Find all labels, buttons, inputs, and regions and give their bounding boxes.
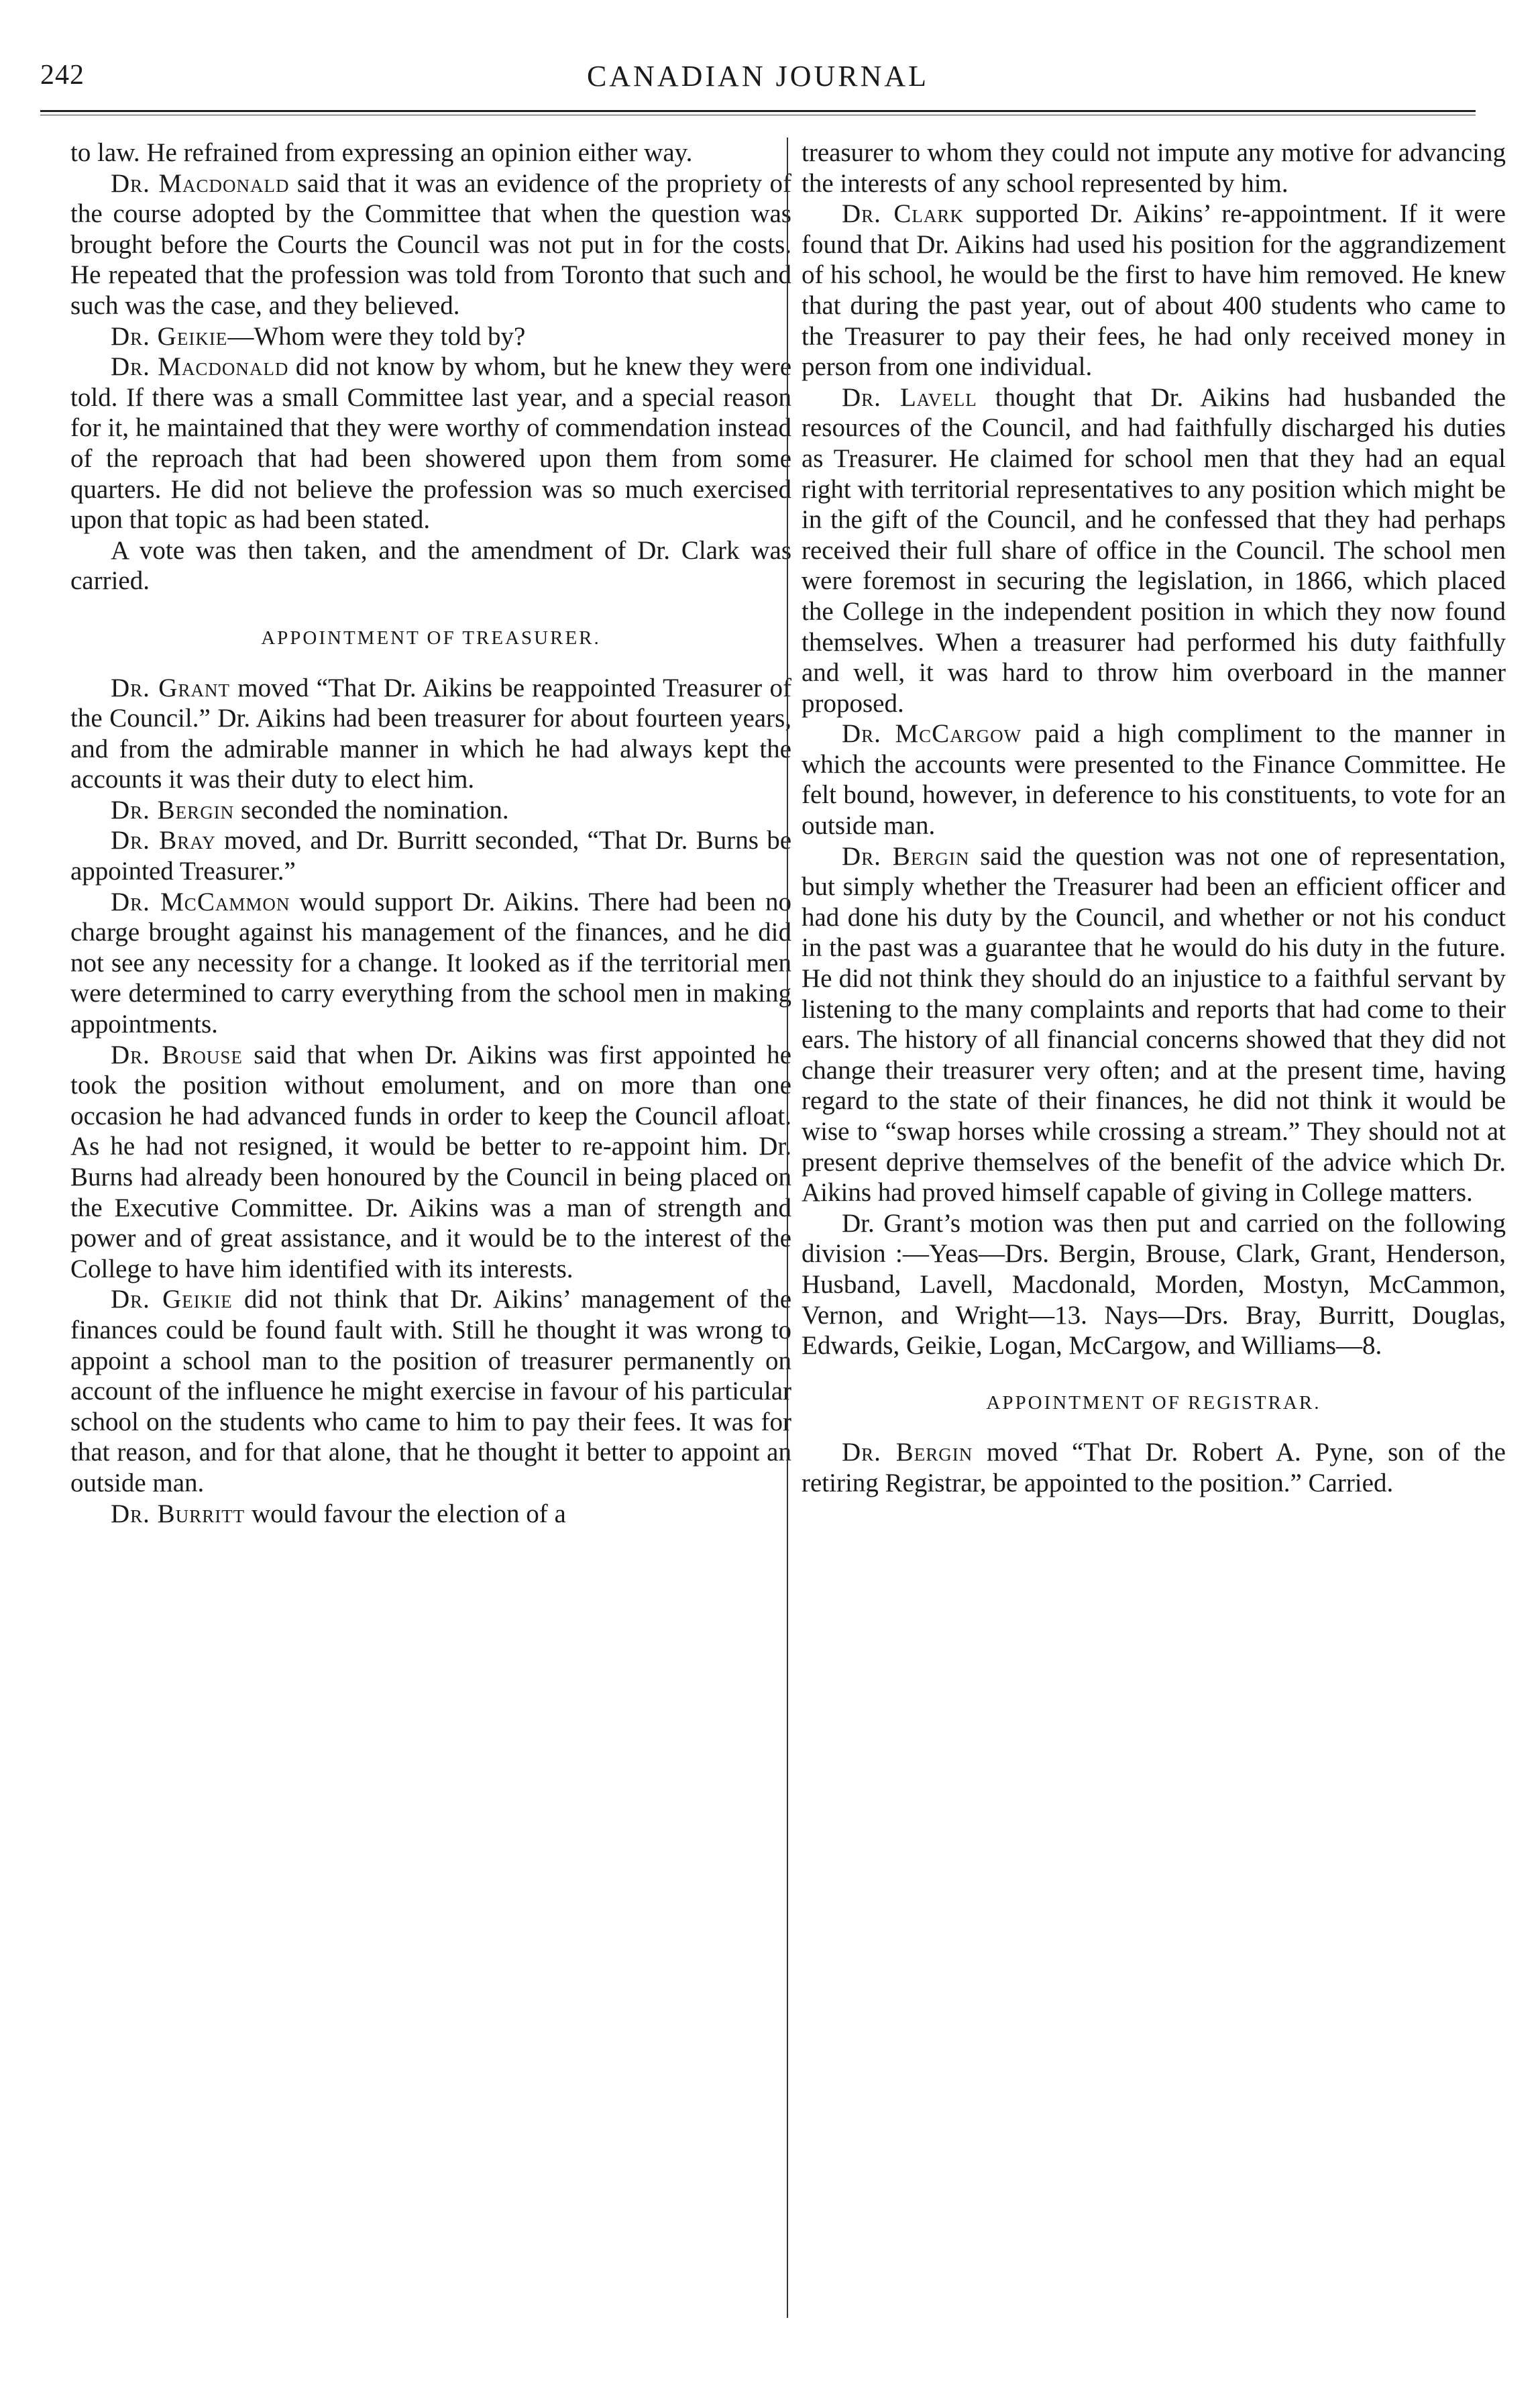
paragraph-text: said that when Dr. Aikins was first appointed he took the position without emolument, and on more than one occasion he had advanced funds in order to keep the Council afloat. As he had not resigned, it would be better to re-appoint him. Dr. Burns had already been honoured by the Council in being placed on the Executive Committee. Dr. Aikins was a man of strength and power and of great assistance, and it would be to the interest of the College to have him identified with its interests.	[70, 1040, 791, 1283]
section-heading: APPOINTMENT OF REGISTRAR.	[986, 1391, 1321, 1414]
paragraph-text: did not know by whom, but he knew they were told. If there was a small Committee last year, and a special reason for it, he maintained that they were worthy of commendation instead of the reproach that had been showered upon them from some quarters. He did not believe the profession was so much exercised upon that topic as had been stated.	[70, 352, 792, 535]
paragraph	[70, 168, 791, 321]
paragraph-text: would favour the election of a	[245, 1499, 566, 1528]
page-header	[40, 54, 1476, 114]
speaker-name: Dr. McCammon	[111, 887, 290, 916]
paragraph-text: —Whom were they told by?	[227, 321, 526, 351]
paragraph-text: treasurer to whom they could not impute any motive for advancing the interests of any school represented by him.	[802, 138, 1506, 198]
paragraph-text: thought that Dr. Aikins had husbanded the resources of the Council, and had faithfully discharged his duties as Treasurer. He claimed for school men that they had an equal right with territorial representatives to any position which might be in the gift of the Council, and he confessed that they had perhaps received their full share of office in the Council. The school men were foremost in securing the legislation, in 1866, which placed the College in the independent position in which they now found themselves. When a treasurer had performed his duty faithfully and well, it was hard to throw him overboard in the manner proposed.	[802, 382, 1506, 718]
paragraph	[802, 138, 1506, 199]
paragraph	[802, 719, 1506, 841]
speaker-name: Dr. Burritt	[111, 1499, 245, 1528]
speaker-name: Dr. Geikie	[111, 1285, 233, 1314]
section-heading: APPOINTMENT OF TREASURER.	[261, 627, 601, 649]
paragraph-text: moved, and Dr. Burritt seconded, “That Dr. Burns be appointed Treasurer.”	[70, 826, 792, 886]
speaker-name: Dr. Geikie	[111, 321, 228, 351]
paragraph	[70, 1284, 791, 1498]
paragraph	[802, 199, 1506, 382]
paragraph	[70, 887, 791, 1040]
paragraph	[70, 321, 791, 352]
paragraph-text: moved “That Dr. Robert A. Pyne, son of the retiring Registrar, be appointed to the position.” Carried.	[802, 1438, 1506, 1497]
speaker-name: Dr. Bergin	[842, 841, 970, 871]
paragraph-text: moved “That Dr. Aikins be reappointed Treasurer of the Council.” Dr. Aikins had been treasurer for about fourteen years, and from the admirable manner in which he had always kept the accounts it was their duty to elect him.	[70, 673, 791, 794]
speaker-name: Dr. Grant	[111, 673, 230, 702]
paragraph	[70, 795, 791, 826]
running-title: CANADIAN JOURNAL	[586, 60, 930, 93]
speaker-name: Dr. McCargow	[842, 719, 1022, 749]
paragraph-text: supported Dr. Aikins’ re-appointment. If it were found that Dr. Aikins had used his position for the aggrandizement of his school, he would be the first to have him removed. He knew that during the past year, out of about 400 students who came to the Treasurer to pay their fees, he had only received money in person from one individual.	[802, 199, 1506, 382]
paragraph	[70, 825, 791, 886]
paragraph	[802, 1437, 1506, 1498]
speaker-name: Dr. Lavell	[842, 382, 977, 412]
paragraph	[802, 1208, 1506, 1361]
paragraph	[802, 382, 1506, 719]
page-number: 242	[40, 60, 85, 91]
paragraph-text: A vote was then taken, and the amendment of Dr. Clark was carried.	[70, 535, 791, 596]
speaker-name: Dr. Bergin	[842, 1438, 973, 1467]
paragraph-text: said the question was not one of representation, but simply whether the Treasurer had been an efficient officer and had done his duty by the Council, and whether or not his conduct in the past was a guarantee that he would do his duty in the future. He did not think they should do an injustice to a faithful servant by listening to the many complaints and reports that had come to their ears. The history of all financial concerns showed that they did not change their treasurer very often; and at the present time, having regard to the state of their finances, he did not think it would be wise to “swap horses while crossing a stream.” They should not at present deprive themselves of the benefit of the advice which Dr. Aikins had proved himself capable of giving in College matters.	[802, 841, 1506, 1208]
paragraph	[802, 841, 1506, 1208]
paragraph	[70, 535, 791, 596]
speaker-name: Dr. Bray	[111, 826, 216, 855]
speaker-name: Dr. Brouse	[111, 1040, 243, 1069]
paragraph-text: did not think that Dr. Aikins’ management of the finances could be found fault with. Still he thought it was wrong to appoint a school man to the position of treasurer permanently on account of the influence he might exercise in favour of his particular school on the students who came to him to pay their fees. It was for that reason, and for that alone, that he thought it better to appoint an outside man.	[70, 1285, 791, 1497]
column-divider	[787, 138, 788, 2318]
paragraph-text: would support Dr. Aikins. There had been no charge brought against his management of the finances, and he did not see any necessity for a change. It looked as if the territorial men were determined to carry everything from the school men in making appointments.	[70, 887, 791, 1039]
paragraph	[70, 352, 791, 535]
paragraph-text: said that it was an evidence of the propriety of the course adopted by the Committee that when the question was brought before the Courts the Council was not put in for the costs. He repeated that the profession was told from Toronto that such and such was the case, and they believed.	[70, 168, 792, 320]
paragraph-text: paid a high compliment to the manner in which the accounts were presented to the Finance Committee. He felt bound, however, in deference to his constituents, to vote for an outside man.	[802, 719, 1506, 841]
paragraph-text: to law. He refrained from expressing an opinion either way.	[70, 138, 693, 167]
paragraph	[70, 1499, 791, 1530]
paragraph-text: Dr. Grant’s motion was then put and carried on the following division :—Yeas—Drs. Bergin, Brouse, Clark, Grant, Henderson, Husband, Lavell, Macdonald, Morden, Mostyn, McCammon, Vernon, and Wright—13. Nays—Drs. Bray, Burritt, Douglas, Edwards, Geikie, Logan, McCargow, and Williams—8.	[802, 1208, 1506, 1361]
speaker-name: Dr. Clark	[842, 199, 964, 229]
paragraph	[70, 138, 791, 168]
left-column	[70, 138, 791, 1529]
speaker-name: Dr. Bergin	[111, 795, 235, 825]
paragraph-text: seconded the nomination.	[234, 795, 509, 825]
speaker-name: Dr. Macdonald	[111, 168, 290, 198]
paragraph	[70, 673, 791, 795]
header-rule	[40, 110, 1476, 112]
paragraph	[70, 1040, 791, 1285]
speaker-name: Dr. Macdonald	[111, 352, 289, 382]
right-column	[802, 138, 1506, 1499]
